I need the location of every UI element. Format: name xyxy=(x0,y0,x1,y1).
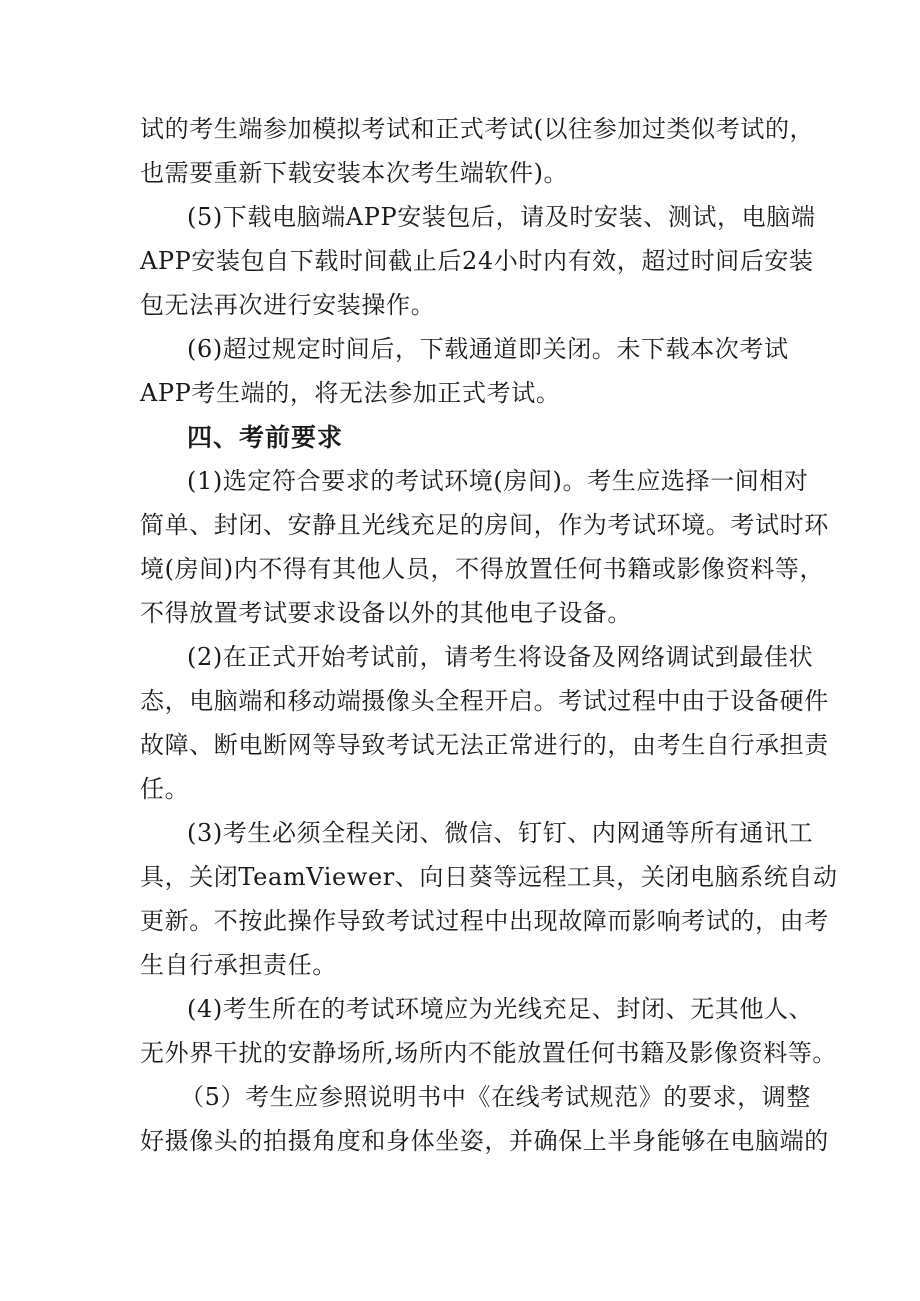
section-heading: 四、考前要求 xyxy=(187,423,344,452)
text-line: 好摄像头的拍摄角度和身体坐姿，并确保上半身能够在电脑端的 xyxy=(140,1127,829,1155)
text-line: (2)在正式开始考试前，请考生将设备及网络调试到最佳状 xyxy=(187,643,814,671)
text-line: 无外界干扰的安静场所,场所内不能放置任何书籍及影像资料等。 xyxy=(140,1039,838,1067)
text-line: 任。 xyxy=(140,775,190,803)
text-line: (1)选定符合要求的考试环境(房间)。考生应选择一间相对 xyxy=(187,467,809,495)
text-line: APP安装包自下载时间截止后24小时内有效，超过时间后安装 xyxy=(140,247,814,275)
text-line: (5)下载电脑端APP安装包后，请及时安装、测试，电脑端 xyxy=(187,203,816,231)
text-line: 境(房间)内不得有其他人员，不得放置任何书籍或影像资料等， xyxy=(140,555,825,583)
text-line: (3)考生必须全程关闭、微信、钉钉、内网通等所有通讯工 xyxy=(187,819,814,847)
text-line: 态，电脑端和移动端摄像头全程开启。考试过程中由于设备硬件 xyxy=(140,687,829,715)
text-line: 简单、封闭、安静且光线充足的房间，作为考试环境。考试时环 xyxy=(140,511,829,539)
text-line: 也需要重新下载安装本次考生端软件)。 xyxy=(140,159,569,187)
text-line: (6)超过规定时间后，下载通道即关闭。未下载本次考试 xyxy=(187,335,789,363)
text-line: 不得放置考试要求设备以外的其他电子设备。 xyxy=(140,599,632,627)
text-line: 试的考生端参加模拟考试和正式考试(以往参加过类似考试的， xyxy=(140,115,815,143)
text-line: 生自行承担责任。 xyxy=(140,951,337,979)
text-line: 故障、断电断网等导致考试无法正常进行的，由考生自行承担责 xyxy=(140,731,829,759)
text-line: 更新。不按此操作导致考试过程中出现故障而影响考试的，由考 xyxy=(140,907,829,935)
text-line: 包无法再次进行安装操作。 xyxy=(140,291,436,319)
text-line: (4)考生所在的考试环境应为光线充足、封闭、无其他人、 xyxy=(187,995,814,1023)
text-line: 具，关闭TeamViewer、向日葵等远程工具，关闭电脑系统自动 xyxy=(140,863,838,891)
text-line: （5）考生应参照说明书中《在线考试规范》的要求，调整 xyxy=(180,1083,811,1111)
text-line: APP考生端的，将无法参加正式考试。 xyxy=(140,379,561,407)
